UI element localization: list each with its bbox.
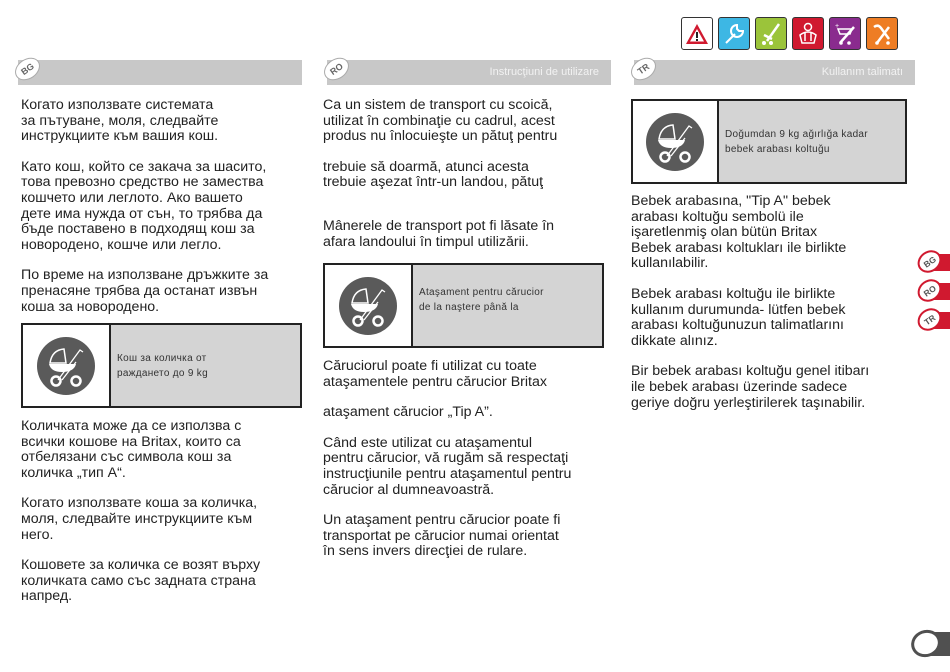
bg-text-bottom	[21, 419, 306, 620]
carrycot-pram-icon	[645, 112, 705, 172]
paragraph: Când este utilizat cu ataşamentul pentru cărucior, vă rugăm să respectaţi instrucţiunile pentru ataşamentul pentru cărucior al dumneavoastră.	[323, 434, 572, 498]
tr-text-bottom	[631, 194, 916, 426]
paragraph: Ca un sistem de transport cu scoică, utilizat în combinaţie cu cadrul, acest produs nu înlocuieşte un pătuţ pentru	[323, 97, 558, 145]
warning-icon	[681, 17, 713, 50]
paragraph: Количката може да се използва с всички кошове на Britax, които са отбелязани със символа кош за количка „тип А“.	[21, 418, 242, 481]
infobox-icon-cell	[23, 325, 111, 406]
bg-text-top	[21, 98, 306, 330]
child-seat-icon	[792, 17, 824, 50]
paragraph: Bir bebek arabası koltuğu genel itibarı ile bebek arabası üzerinde sadece geriye doğru yerleştirilerek taşınabilir.	[631, 363, 870, 411]
language-badge-bg: BG	[11, 53, 45, 85]
language-badge-ro: RO	[320, 53, 354, 85]
page-tab	[910, 630, 950, 658]
infobox-icon-cell	[325, 265, 413, 346]
section-header-bg	[18, 60, 302, 85]
side-tab-label: TR	[913, 304, 946, 336]
language-badge-tr: TR	[627, 53, 661, 85]
infobox-icon-cell	[633, 101, 719, 182]
infobox-bg	[21, 323, 302, 408]
side-tab-bg[interactable]	[917, 251, 950, 273]
infobox-text: Doğumdan 9 kg ağırlığa kadar bebek arabası koltuğu	[725, 128, 868, 155]
stroller-fold-icon	[866, 17, 898, 50]
section-header-tr	[634, 60, 915, 85]
paragraph: Bebek arabasına, "Tip A" bebek arabası koltuğu sembolü ile işaretlenmiş olan bütün Britax Bebek arabası koltukları ile birlikte kullanılabilir.	[631, 193, 847, 272]
paragraph: trebuie să doarmă, atunci acesta trebuie aşezat într-un landou, pătuţ	[323, 158, 544, 191]
header-icon-row	[681, 17, 898, 50]
paragraph: Bebek arabası koltuğu ile birlikte kullanım durumunda- lütfen bebek arabası koltuğunuzun talimatlarını dikkate alınız.	[631, 285, 846, 349]
side-tab-ro[interactable]	[917, 280, 950, 302]
paragraph: ataşament cărucior „Tip A”.	[323, 404, 493, 421]
paragraph: Un ataşament pentru cărucior poate fi transportat pe cărucior numai orientat în sens invers direcţiei de rulare.	[323, 512, 561, 560]
paragraph: Кошовете за количка се возят върху количката само със задната страна напред.	[21, 557, 261, 605]
paragraph: Когато използвате системата за пътуване, моля, следвайте инструкциите към вашия кош.	[21, 97, 219, 145]
side-tab-tr[interactable]	[917, 309, 950, 331]
paragraph: Mânerele de transport pot fi lăsate în afara landoului în timpul utilizării.	[323, 217, 555, 250]
section-header-ro	[327, 60, 611, 85]
paragraph: Căruciorul poate fi utilizat cu toate ataşamentele pentru cărucior Britax	[323, 358, 547, 390]
infobox-tr	[631, 99, 907, 184]
side-language-tabs	[917, 251, 950, 338]
wrench-icon	[718, 17, 750, 50]
infobox-text: Кош за количка от раждането до 9 kg	[117, 352, 208, 379]
infobox-ro	[323, 263, 604, 348]
paragraph: Като кош, който се закача за шасито, това превозно средство не замества кошчето или леглото. Ако вашето дете има нужда от сън, то трябва да бъде поставено в подходящ кош за новородено, кошче или легло.	[21, 158, 267, 253]
section-title-tr: Kullanım talimatı	[821, 66, 903, 78]
ro-text-top	[323, 98, 613, 265]
paragraph: Когато използвате коша за количка, моля, следвайте инструкциите към него.	[21, 495, 258, 543]
paragraph: По време на използване дръжките за пренасяне трябва да останат извън коша за новородено.	[21, 267, 269, 315]
ro-text-bottom	[323, 359, 613, 575]
infobox-text: Ataşament pentru cărucior de la naştere până la	[419, 287, 544, 313]
svg-text:+: +	[835, 22, 840, 30]
stroller-icon	[755, 17, 787, 50]
carrycot-stroller-icon	[829, 17, 861, 50]
section-title-ro: Instrucţiuni de utilizare	[489, 66, 599, 78]
side-tab-label: BG	[913, 246, 946, 278]
side-tab-label: RO	[913, 275, 946, 307]
carrycot-pram-icon	[338, 276, 398, 336]
carrycot-pram-icon	[36, 336, 96, 396]
